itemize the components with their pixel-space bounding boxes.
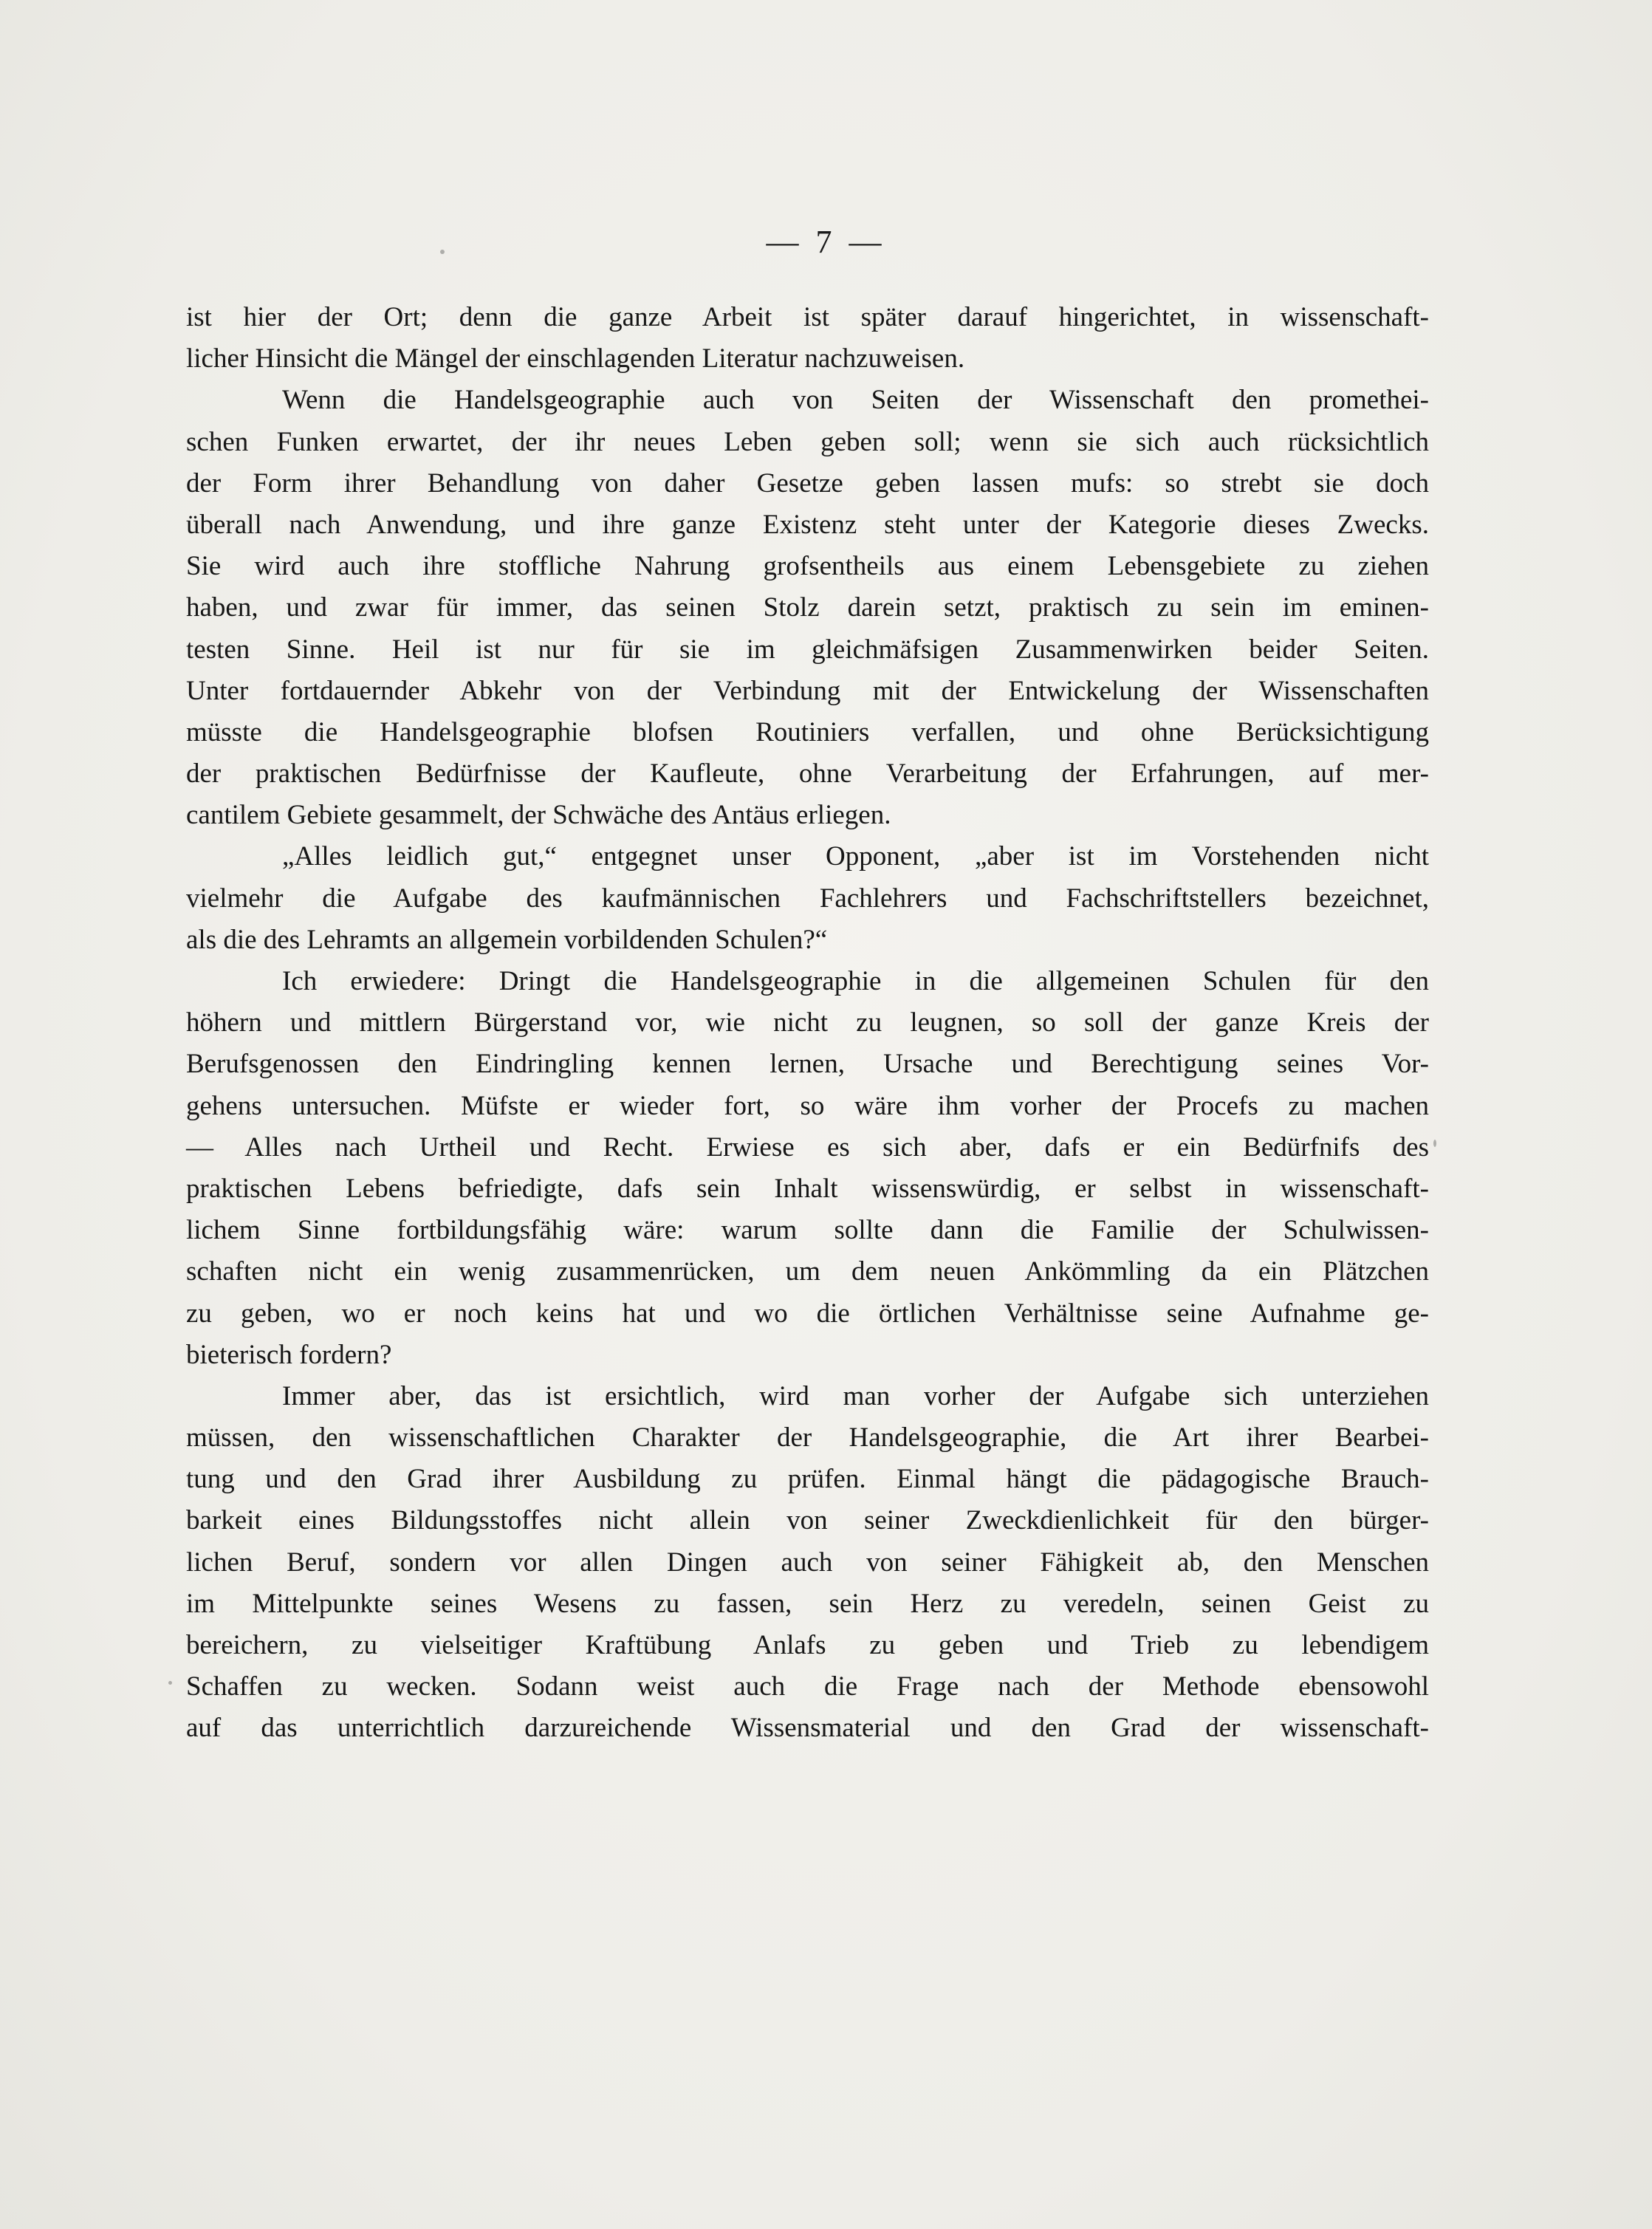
text-line: der Form ihrer Behandlung von daher Gesetze geben lassen mufs: so strebt sie doch [186,468,1429,499]
text-line: Berufsgenossen den Eindringling kennen lernen, Ursache und Berechtigung seines Vor- [186,1049,1429,1080]
text-line: Immer aber, das ist ersichtlich, wird man vorher der Aufgabe sich unterziehen [282,1380,1429,1411]
text-line: überall nach Anwendung, und ihre ganze Existenz steht unter der Kategorie dieses Zwecks. [186,509,1429,540]
text-line: barkeit eines Bildungsstoffes nicht allein von seiner Zweckdienlichkeit für den bürger- [186,1505,1429,1536]
ink-speck [440,250,445,254]
text-line: höhern und mittlern Bürgerstand vor, wie nicht zu leugnen, so soll der ganze Kreis der [186,1007,1429,1038]
text-line: bieterisch fordern? [186,1339,392,1370]
text-line: als die des Lehramts an allgemein vorbildenden Schulen?“ [186,924,828,955]
text-line: praktischen Lebens befriedigte, dafs sein Inhalt wissenswürdig, er selbst in wissenschaft- [186,1173,1429,1204]
text-line: Schaffen zu wecken. Sodann weist auch die Frage nach der Methode ebensowohl [186,1671,1429,1702]
text-line: auf das unterrichtlich darzureichende Wissensmaterial und den Grad der wissenschaft- [186,1713,1429,1744]
text-line: müssen, den wissenschaftlichen Charakter der Handelsgeographie, die Art ihrer Bearbei- [186,1422,1429,1454]
text-line: im Mittelpunkte seines Wesens zu fassen, sein Herz zu veredeln, seinen Geist zu [186,1588,1429,1619]
text-line: tung und den Grad ihrer Ausbildung zu prüfen. Einmal hängt die pädagogische Brauch- [186,1464,1429,1495]
text-line: schen Funken erwartet, der ihr neues Leben geben soll; wenn sie sich auch rücksichtlich [186,426,1429,457]
ink-speck [168,1681,172,1685]
text-line: haben, und zwar für immer, das seinen Stolz darein setzt, praktisch zu sein im eminen- [186,592,1429,623]
ink-speck [1433,1140,1436,1147]
text-line: der praktischen Bedürfnisse der Kaufleute, ohne Verarbeitung der Erfahrungen, auf mer- [186,759,1429,790]
text-line: schaften nicht ein wenig zusammenrücken, um dem neuen Ankömmling da ein Plätzchen [186,1256,1429,1287]
text-line: testen Sinne. Heil ist nur für sie im gleichmäfsigen Zusammenwirken beider Seiten. [186,634,1429,665]
text-line: vielmehr die Aufgabe des kaufmännischen Fachlehrers und Fachschriftstellers bezeichnet, [186,883,1429,914]
text-line: müsste die Handelsgeographie blofsen Routiniers verfallen, und ohne Berücksichtigung [186,716,1429,747]
text-line: Sie wird auch ihre stoffliche Nahrung grofsentheils aus einem Lebensgebiete zu ziehen [186,551,1429,582]
text-line: lichen Beruf, sondern vor allen Dingen auch von seiner Fähigkeit ab, den Menschen [186,1547,1429,1578]
text-line: ist hier der Ort; denn die ganze Arbeit ist später darauf hingerichtet, in wissenschaft- [186,302,1429,332]
text-line: Wenn die Handelsgeographie auch von Seiten der Wissenschaft den promethei- [282,385,1429,416]
text-line: Ich erwiedere: Dringt die Handelsgeographie in die allgemeinen Schulen für den [282,966,1429,996]
text-line: lichem Sinne fortbildungsfähig wäre: warum sollte dann die Familie der Schulwissen- [186,1215,1429,1246]
text-line: — Alles nach Urtheil und Recht. Erwiese es sich aber, dafs er ein Bedürfnifs des [186,1131,1429,1163]
text-line: zu geben, wo er noch keins hat und wo die örtlichen Verhältnisse seine Aufnahme ge- [186,1298,1429,1329]
body-text [186,297,1429,1750]
text-line: cantilem Gebiete gesammelt, der Schwäche des Antäus erliegen. [186,800,891,831]
text-line: „Alles leidlich gut,“ entgegnet unser Opponent, „aber ist im Vorstehenden nicht [282,841,1429,872]
text-line: licher Hinsicht die Mängel der einschlagenden Literatur nachzuweisen. [186,343,965,374]
text-line: bereichern, zu vielseitiger Kraftübung Anlafs zu geben und Trieb zu lebendigem [186,1630,1429,1660]
page-number: — 7 — [766,224,886,260]
text-line: gehens untersuchen. Müfste er wieder fort, so wäre ihm vorher der Procefs zu machen [186,1090,1429,1121]
text-line: Unter fortdauernder Abkehr von der Verbindung mit der Entwickelung der Wissenschaften [186,675,1429,706]
